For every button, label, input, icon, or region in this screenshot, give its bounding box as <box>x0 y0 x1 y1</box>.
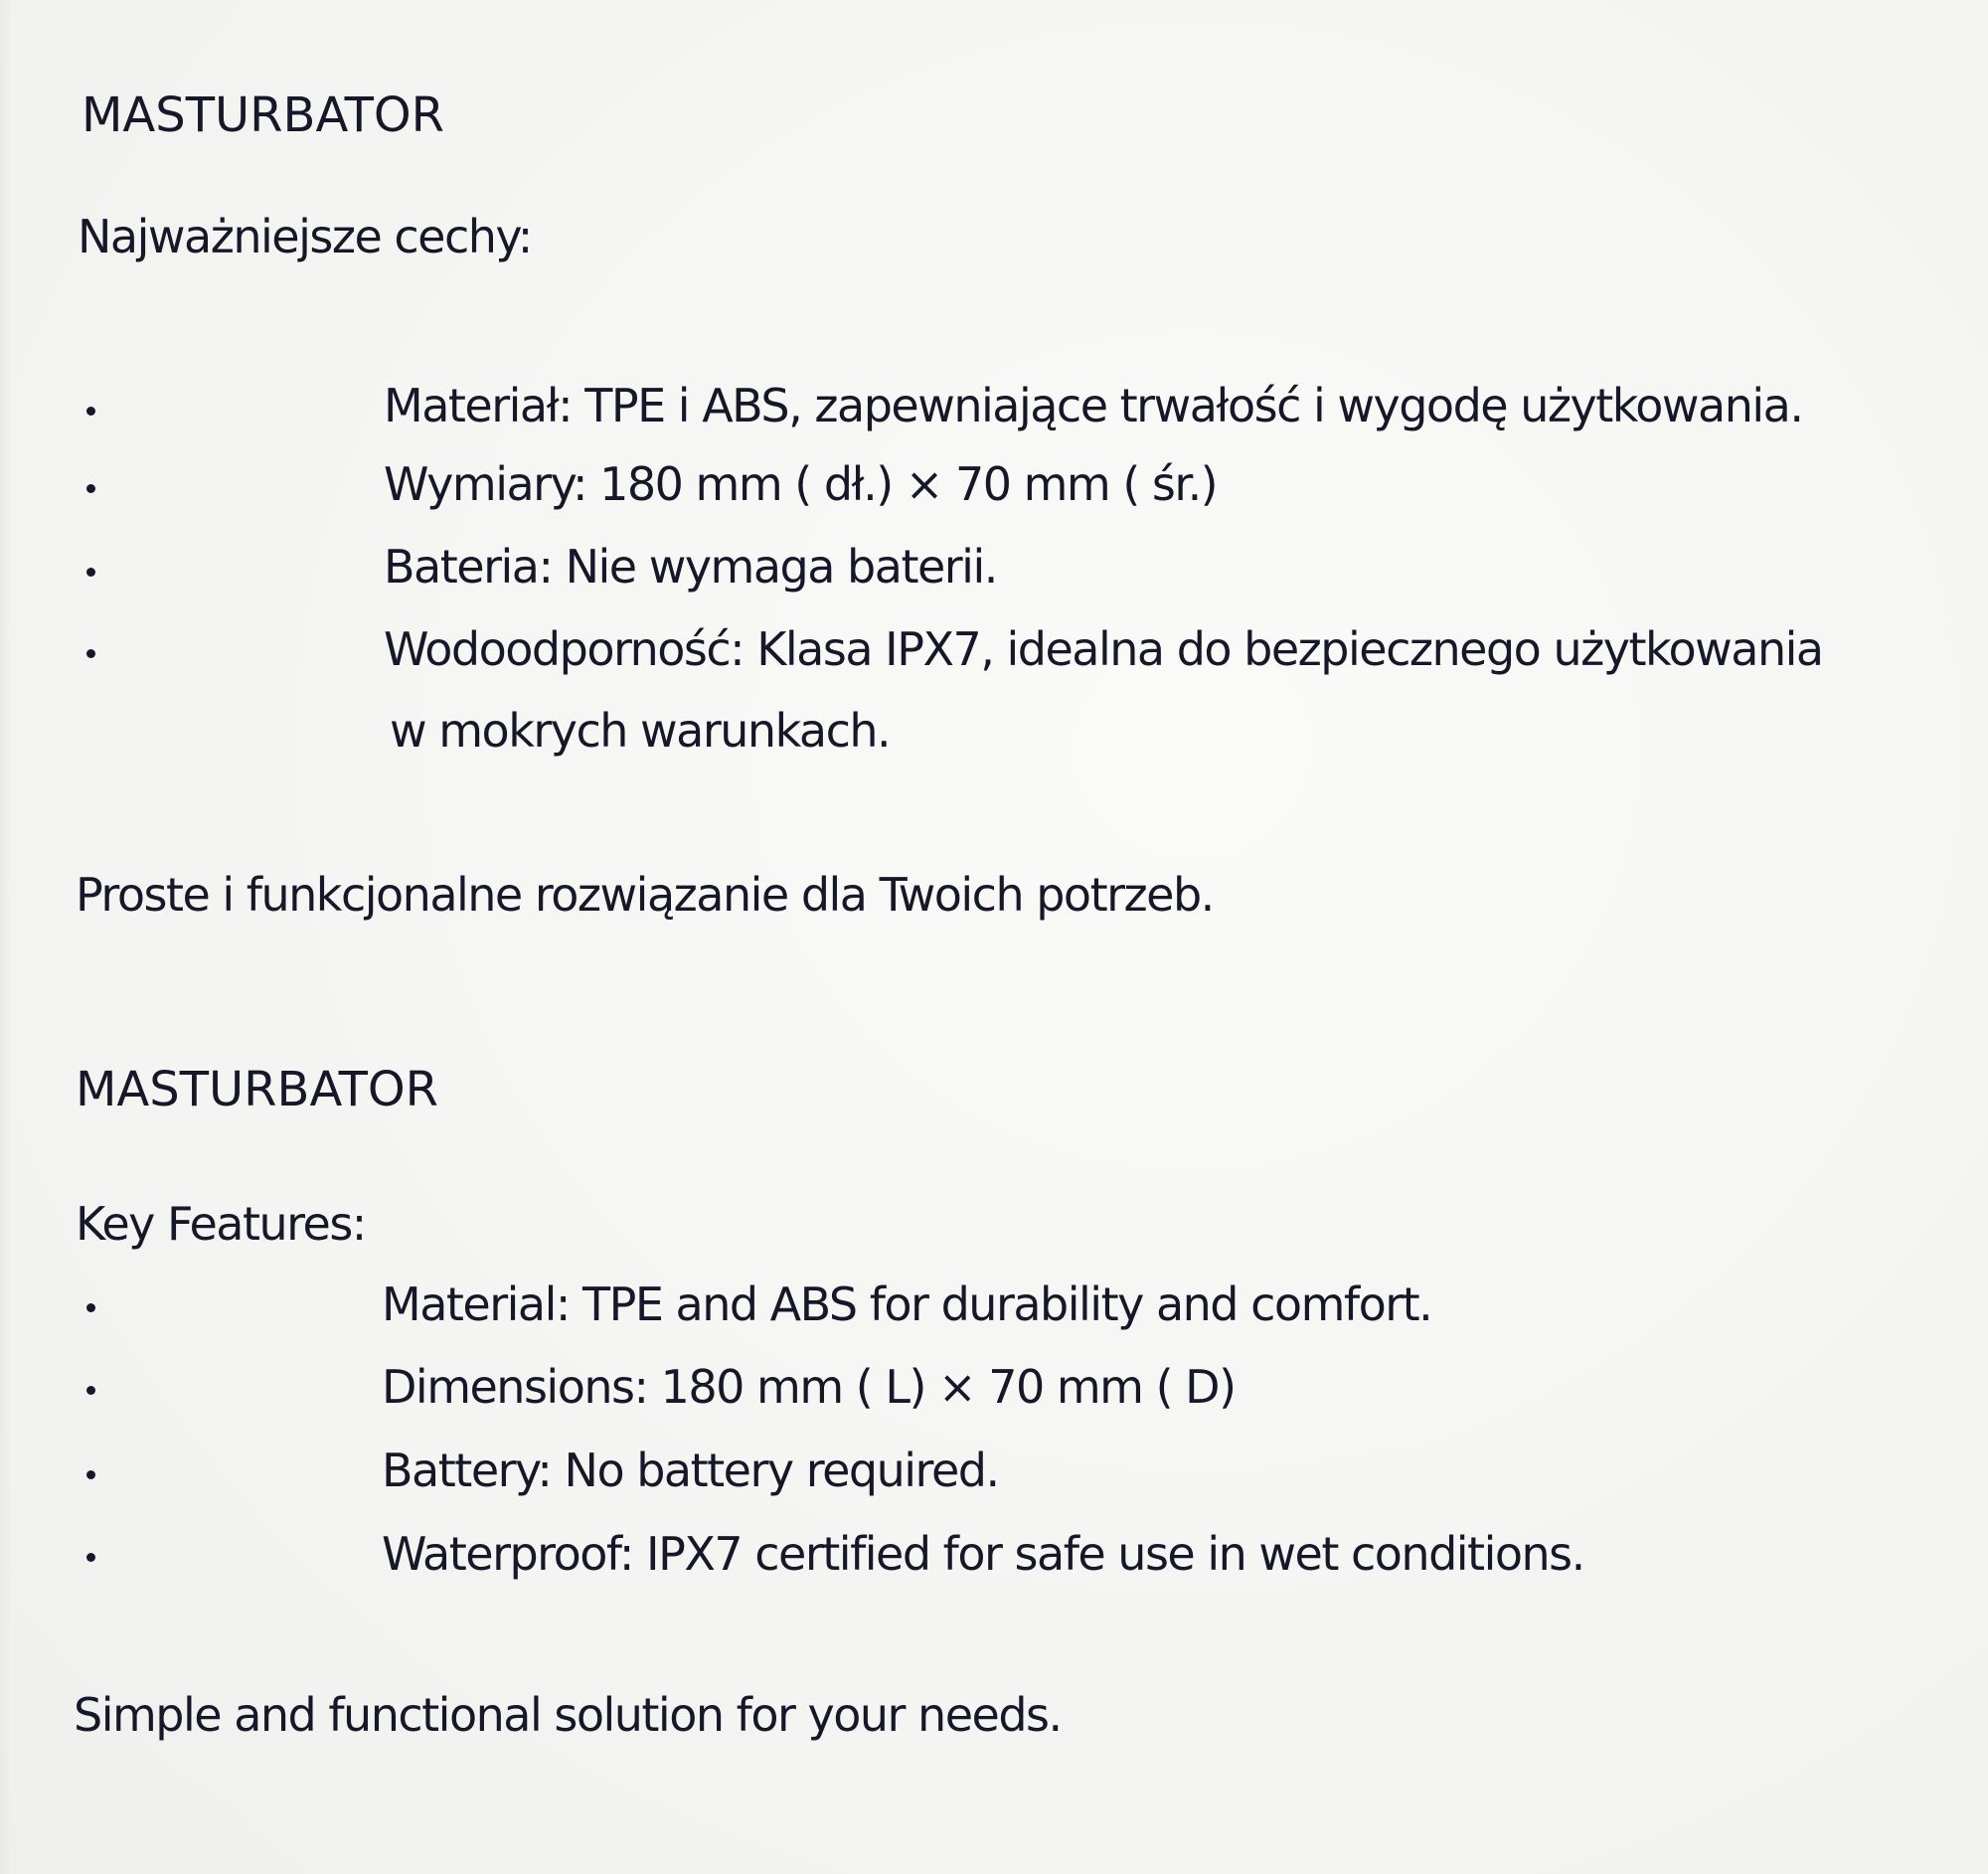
english-tagline: Simple and functional solution for your needs. <box>74 1688 1062 1742</box>
polish-heading: MASTURBATOR <box>82 87 445 143</box>
bullet-icon <box>86 1470 95 1479</box>
bullet-icon <box>86 1553 95 1562</box>
english-feature-battery: Battery: No battery required. <box>382 1444 999 1497</box>
english-feature-material: Material: TPE and ABS for durability and comfort. <box>382 1278 1432 1331</box>
polish-feature-waterproof-continuation: w mokrych warunkach. <box>390 704 891 758</box>
polish-tagline: Proste i funkcjonalne rozwiązanie dla Twoich potrzeb. <box>76 868 1214 922</box>
bullet-icon <box>86 568 95 577</box>
english-subheading: Key Features: <box>76 1197 366 1251</box>
bullet-icon <box>86 1386 95 1395</box>
page-edge-shadow <box>0 0 12 1874</box>
polish-feature-battery: Bateria: Nie wymaga baterii. <box>384 540 997 594</box>
english-heading: MASTURBATOR <box>76 1062 439 1117</box>
polish-feature-material: Materiał: TPE i ABS, zapewniające trwałość i wygodę użytkowania. <box>384 379 1803 432</box>
polish-feature-waterproof: Wodoodporność: Klasa IPX7, idealna do bezpiecznego użytkowania <box>384 622 1823 676</box>
english-feature-waterproof: Waterproof: IPX7 certified for safe use in wet conditions. <box>382 1527 1584 1581</box>
bullet-icon <box>86 484 95 493</box>
english-feature-dimensions: Dimensions: 180 mm ( L) × 70 mm ( D) <box>382 1360 1236 1414</box>
polish-subheading: Najważniejsze cechy: <box>78 210 532 263</box>
bullet-icon <box>86 649 95 658</box>
bullet-icon <box>86 1303 95 1312</box>
bullet-icon <box>86 407 95 416</box>
polish-feature-dimensions: Wymiary: 180 mm ( dł.) × 70 mm ( śr.) <box>384 457 1218 511</box>
